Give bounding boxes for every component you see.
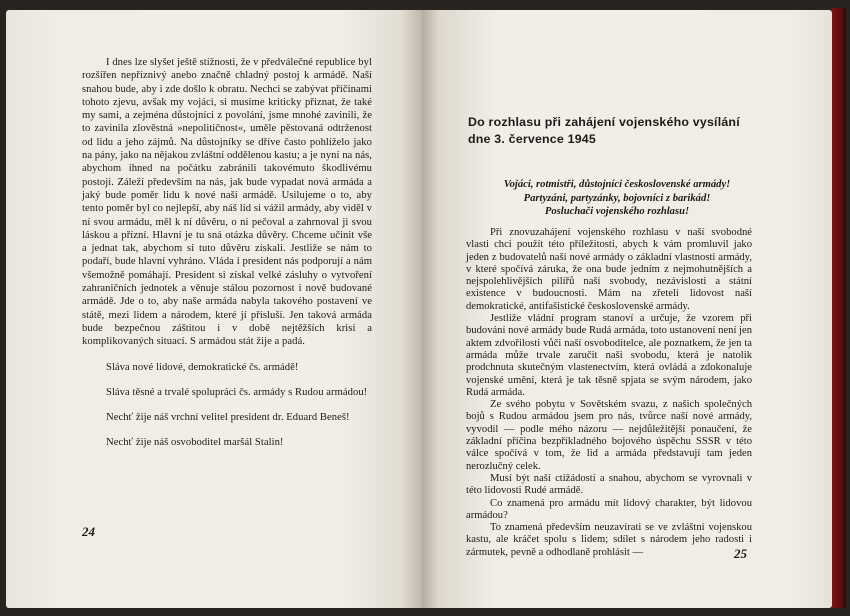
left-page-body (82, 56, 372, 450)
page-number-left: 24 (82, 524, 95, 539)
chapter-heading (468, 114, 768, 148)
body-paragraph: Musí být naší ctižádostí a snahou, abychom se vyrovnali v této lidovosti Rudé armádě. (466, 472, 752, 497)
body-paragraph: I dnes lze slyšet ještě stížnosti, že v předválečné republice byl rozšířen nepříznivý anebo značně chladný postoj k armádě. Naší snahou bude, aby i zde došlo k obratu. Nechci se zabývat příčinami tohoto zjevu, avšak my vojáci, si musíme kriticky přiznat, že také my sami, a zejména důstojníci z povolání, jsme mnohé zavinili, že to zavinila zlověstná »nepolitičnost«, uměle pěstovaná odtrženost od lidu a jeho zájmů. Na důstojníky se dříve často pohlíželo jako na pány, jako na nějakou zvláštní oddělenou kastu; a je nyní na nás, abychom ihned na počátku zabránili takovémuto škodlivému postoji. Záleží především na nás, jak bude vypadat nová armáda a jaký bude poměr lidu k nové naší armádě. Usilujeme o to, aby tento poměr byl co nejlepší, aby náš lid si vážil armády, aby viděl v ní svou armádu, měl k ní důvěru, o ni pečoval a zahrnoval ji svou láskou a přízní. Hlavní je tu sná otázka důvěry. Chceme učinit vše a jednat tak, abychom si tuto důvěru získali. Jestliže se nám to podaří, bude hlavní vyhráno. Vláda i president nás podporují a nám všemožně pomáhají. President si získal velké zásluhy o vytvoření zahraničních jednotek a věnuje stálou pozornost i nově budované armádě. Jde o to, aby naše armáda nabyla takového postavení ve státě, mezi lidem a národem, které jí přísluší. Jen taková armáda bude bezpečnou záštitou i v době nejtěžších krisí a komplikovaných situací. S armádou stát žije a padá. (82, 57, 372, 348)
slogan-paragraph: Sláva nové lidové, demokratické čs. armádě! (106, 361, 299, 373)
right-page-body (466, 227, 752, 559)
speech-greeting (462, 178, 772, 219)
body-paragraph: Při znovuzahájení vojenského rozhlasu v naší svobodné vlasti chci použít této příležitosti, abych k vám promluvil jako jeden z budovatelů naší nové armády o základní vlastnosti armády, v které spočívá záruka, že ona bude jedním z nejmohutnějších a nejspolehlivějších pilířů naší svobody, nezávislosti a státní existence v budoucnosti. Mám na zřeteli lidovost naší demokratické, antifašistické československé armády. (466, 227, 752, 312)
heading-line: dne 3. července 1945 (468, 132, 596, 146)
greeting-line: Partyzáni, partyzánky, bojovníci z barikád! (523, 192, 711, 204)
book-cover-edge (832, 8, 846, 608)
heading-line: Do rozhlasu při zahájení vojenského vysílání (468, 115, 740, 129)
slogan-paragraph: Nechť žije náš osvoboditel maršál Stalin! (106, 437, 284, 449)
greeting-line: Posluchači vojenského rozhlasu! (544, 206, 690, 217)
body-paragraph: Co znamená pro armádu mít lidový charakter, být lidovou armádou? (466, 497, 752, 521)
body-paragraph: Ze svého pobytu v Sovětském svazu, z našich společných bojů s Rudou armádou jsem pro nás, tvůrce naší nové armády, vyvodil — podle mého názoru — nejdůležitější ponaučení, že základní příčina bezpříkladného bojového úspěchu SSSR v této válce spočívá v tom, že lid a armáda představují tam jeden nerozlučný celek. (466, 399, 752, 472)
slogan-paragraph: Nechť žije náš vrchní velitel president dr. Eduard Beneš! (106, 412, 350, 424)
body-paragraph: To znamená především neuzavírati se ve zvláštní vojenskou kastu, ale kráčet spolu s lidem; sdílet s národem jeho radosti i zármutek, pevně a odhodlaně prohlásit — (466, 522, 752, 558)
body-paragraph: Jestliže vládní program stanoví a určuje, že vzorem při budování nové armády bude Rudá armáda, toto ustanovení není jen aktem zdvořilosti vůči naší osvoboditelce, ale poznatkem, že jen ta armáda může trvale zaručit naši svobodu, která je natolik prodchnuta skutečným vlastenectvím, která ovládá a zdokonaluje vojenské umění, která je tak těsně spjata se svým národem, jako Rudá armáda. (466, 313, 752, 398)
slogan-paragraph: Sláva těsné a trvalé spolupráci čs. armády s Rudou armádou! (106, 386, 368, 398)
greeting-line: Vojáci, rotmistři, důstojníci československé armády! (503, 179, 731, 190)
page-number-right: 25 (734, 546, 747, 561)
